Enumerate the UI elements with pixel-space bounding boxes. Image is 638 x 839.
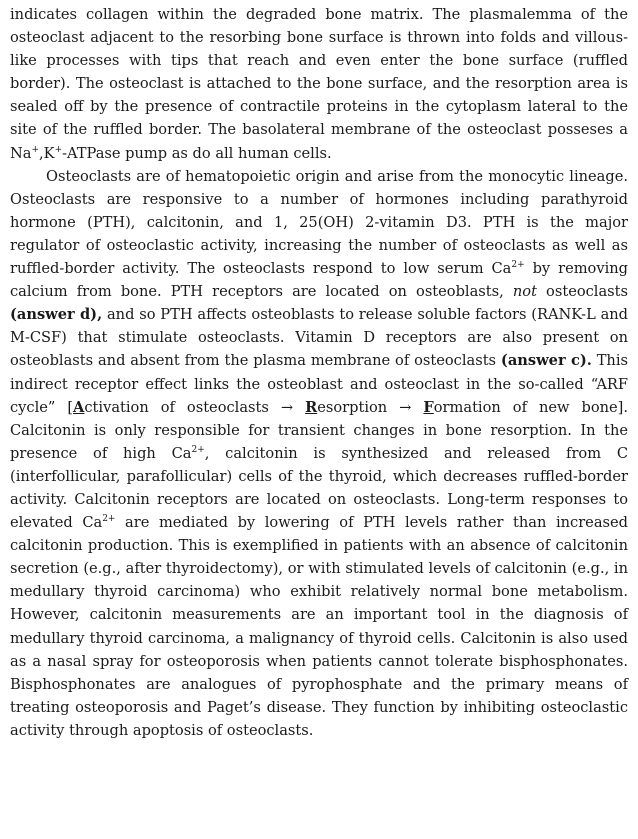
superscript-text: + [31, 144, 40, 155]
superscript-text: + [54, 144, 63, 155]
text-run: ormation of new bone]. Calcitonin is only responsible for transient changes in bone resorption. In the presence of high Ca [10, 398, 628, 462]
text-run: , calcitonin is synthesized and released from C (interfollicular, parafollicular) cells of the thyroid, which decreases ruffled-border activity. Calcitonin receptors are located on osteoclasts. Long-term responses to elevated Ca [10, 444, 628, 532]
text-run: and so PTH affects osteoblasts to release soluble factors (RANK-L and M-CSF) that stimulate osteoclasts. Vitamin D receptors are also present on osteoblasts and absent from the plasma membrane of osteoclasts [10, 306, 629, 370]
superscript-text: 2+ [511, 260, 525, 271]
paragraph-osteoclast-structure [10, 3, 628, 165]
superscript-text: 2+ [102, 514, 116, 525]
text-run: This indirect receptor effect links the osteoblast and osteoclast in the so-called “ARF cycle” [ [10, 352, 628, 416]
answer-reference: (answer c). [500, 352, 592, 370]
acronym-letter: F [423, 398, 434, 416]
text-run: indicates collagen within the degraded bone matrix. The plasmalemma of the osteoclast adjacent to the resorbing bone surface is thrown into folds and villous-like processes with tips that reach and even enter the bone surface (ruffled border). The osteoclast is attached to the bone surface, and the resorption area is sealed off by the presence of contractile proteins in the cytoplasm lateral to the site of the ruffled border. The basolateral membrane of the osteoclast posseses a Na [10, 6, 628, 162]
text-run: osteoclasts [536, 283, 628, 301]
acronym-letter: A [73, 398, 85, 416]
text-run: by removing calcium from bone. PTH receptors are located on osteoblasts, [10, 260, 628, 301]
text-run: -ATPase pump as do all human cells. [62, 144, 332, 162]
text-run: Osteoclasts are of hematopoietic origin and arise from the monocytic lineage. Osteoclasts are responsive to a number of hormones including parathyroid hormone (PTH), calcitonin, and 1, 25(OH) 2-vitamin D3. PTH is the major regulator of osteoclastic activity, increasing the number of osteoclasts as well as ruffled-border activity. The osteoclasts respond to low serum Ca [10, 167, 628, 278]
text-run: esorption → [317, 398, 424, 416]
text-run: are mediated by lowering of PTH levels rather than increased calcitonin production. This is exemplified in patients with an absence of calcitonin secretion (e.g., after thyroidectomy), or with stimulated levels of calcitonin (e.g., in medullary thyroid carcinoma) who exhibit relatively normal bone metabolism. However, calcitonin measurements are an important tool in the diagnosis of medullary thyroid carcinoma, a malignancy of thyroid cells. Calcitonin is also used as a nasal spray for osteoporosis when patients cannot tolerate bisphosphonates. Bisphosphonates are analogues of pyrophosphate and the primary means of treating osteoporosis and Paget’s disease. They function by inhibiting osteoclastic activity through apoptosis of osteoclasts. [10, 514, 628, 739]
text-run: ,K [39, 144, 55, 162]
text-run: ctivation of osteoclasts → [84, 398, 306, 416]
italic-text: not [512, 283, 537, 301]
answer-reference: (answer d), [10, 306, 103, 324]
acronym-letter: R [305, 398, 318, 416]
superscript-text: 2+ [191, 444, 205, 455]
paragraph-osteoclast-regulation [10, 165, 628, 742]
